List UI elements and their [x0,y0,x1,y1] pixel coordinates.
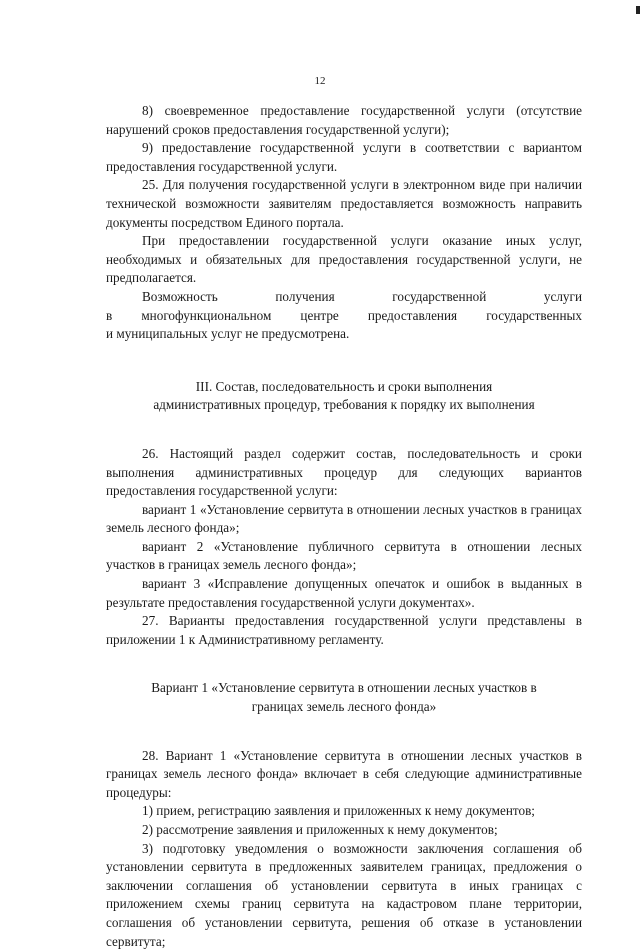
paragraph: При предоставлении государственной услуги оказание иных услуг, необходимых и обязательных для предоставления государственной услуги, не предполагается. [106,233,582,286]
paragraph: 28. Вариант 1 «Установление сервитута в отношении лесных участков в границах земель лесного фонда» включает в себя следующие административные процедуры: [106,747,582,800]
list-item: 3) подготовку уведомления о возможности заключения соглашения об установлении сервитута в предложенных заявителем границах, предложения о заключении соглашения об установлении сервитута в иных границах с приложением схемы границ сервитута на кадастровом плане территории, соглашения об установлении сервитута, решения об отказе в установлении сервитута; [106,840,582,949]
subsection-heading: границах земель лесного фонда» [251,699,437,715]
spacer [106,415,582,445]
paragraph: 25. Для получения государственной услуги в электронном виде при наличии технической возможности заявителям предоставляется возможность направить документы посредством Единого портала. [106,177,582,230]
paragraph-line: Возможность получения государственной услуги [142,288,582,304]
paragraph: вариант 3 «Исправление допущенных опечаток и ошибок в выданных в результате предоставления государственной услуги документах». [106,576,582,610]
section-heading: административных процедур, требования к порядку их выполнения [153,397,535,413]
spacer [106,717,582,747]
subsection-heading: Вариант 1 «Установление сервитута в отношении лесных участков в [151,680,537,696]
spacer [106,344,582,378]
list-item: 2) рассмотрение заявления и приложенных к нему документов; [142,822,498,837]
list-item: 1) прием, регистрацию заявления и приложенных к нему документов; [142,803,535,819]
paragraph: вариант 1 «Установление сервитута в отношении лесных участков в границах земель лесного фонда»; [106,501,582,536]
paragraph: 26. Настоящий раздел содержит состав, последовательность и сроки выполнения административных процедур для следующих вариантов предоставления государственной услуги: [106,445,582,499]
section-heading: III. Состав, последовательность и сроки выполнения [195,378,493,394]
page-body [106,102,582,951]
paragraph-line: и муниципальных услуг не предусмотрена. [106,326,350,342]
paragraph: 27. Варианты предоставления государственной услуги представлены в приложении 1 к Административному регламенту. [106,613,582,647]
paragraph: 9) предоставление государственной услуги в соответствии с вариантом предоставления государственной услуги. [106,140,582,174]
paragraph-line: в многофункциональном центре предоставления государственных [106,307,582,323]
page-number: 12 [314,75,326,87]
scan-mark [636,6,640,14]
paragraph: вариант 2 «Установление публичного сервитута в отношении лесных участков в границах земель лесного фонда»; [106,538,582,573]
spacer [106,649,582,679]
paragraph: 8) своевременное предоставление государственной услуги (отсутствие нарушений сроков предоставления государственной услуги); [106,103,582,137]
